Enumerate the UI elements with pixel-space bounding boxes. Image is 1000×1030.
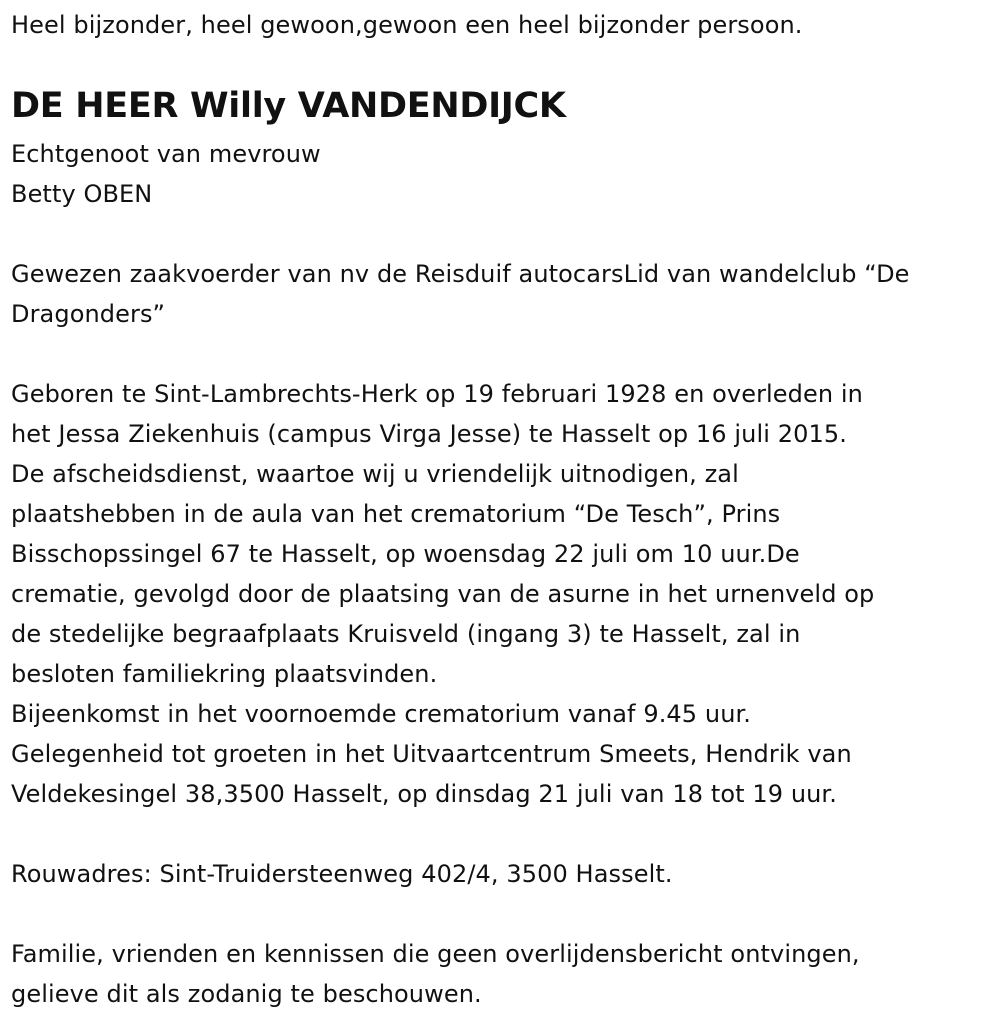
spouse-line-1: Echtgenoot van mevrouw (11, 140, 321, 168)
occupation-block (11, 254, 910, 334)
details-line: Veldekesingel 38,3500 Hasselt, op dinsdag 21 juli van 18 tot 19 uur. (11, 780, 837, 808)
details-line: plaatshebben in de aula van het crematorium “De Tesch”, Prins (11, 500, 781, 528)
spouse-block (11, 134, 321, 214)
notice-line-1: Familie, vrienden en kennissen die geen overlijdensbericht ontvingen, (11, 940, 860, 968)
motto: Heel bijzonder, heel gewoon,gewoon een heel bijzonder persoon. (11, 11, 803, 39)
details-line: Bijeenkomst in het voornoemde crematorium vanaf 9.45 uur. (11, 700, 752, 728)
details-line: Gelegenheid tot groeten in het Uitvaartcentrum Smeets, Hendrik van (11, 740, 852, 768)
details-line: de stedelijke begraafplaats Kruisveld (ingang 3) te Hasselt, zal in (11, 620, 801, 648)
deceased-name: DE HEER Willy VANDENDIJCK (11, 86, 566, 126)
occupation-line-2: Dragonders” (11, 300, 166, 328)
details-line: Bisschopssingel 67 te Hasselt, op woensdag 22 juli om 10 uur.De (11, 540, 800, 568)
notice-block (11, 934, 860, 1014)
details-line: Geboren te Sint-Lambrechts-Herk op 19 februari 1928 en overleden in (11, 380, 863, 408)
occupation-line-1: Gewezen zaakvoerder van nv de Reisduif autocarsLid van wandelclub “De (11, 260, 910, 288)
spouse-line-2: Betty OBEN (11, 180, 153, 208)
details-line: besloten familiekring plaatsvinden. (11, 660, 438, 688)
details-line: De afscheidsdienst, waartoe wij u vriendelijk uitnodigen, zal (11, 460, 739, 488)
details-line: het Jessa Ziekenhuis (campus Virga Jesse) te Hasselt op 16 juli 2015. (11, 420, 847, 448)
mourning-address (11, 854, 673, 894)
notice-line-2: gelieve dit als zodanig te beschouwen. (11, 980, 482, 1008)
mourning-address-text: Rouwadres: Sint-Truidersteenweg 402/4, 3500 Hasselt. (11, 860, 673, 888)
details-block (11, 374, 874, 814)
details-line: crematie, gevolgd door de plaatsing van de asurne in het urnenveld op (11, 580, 875, 608)
